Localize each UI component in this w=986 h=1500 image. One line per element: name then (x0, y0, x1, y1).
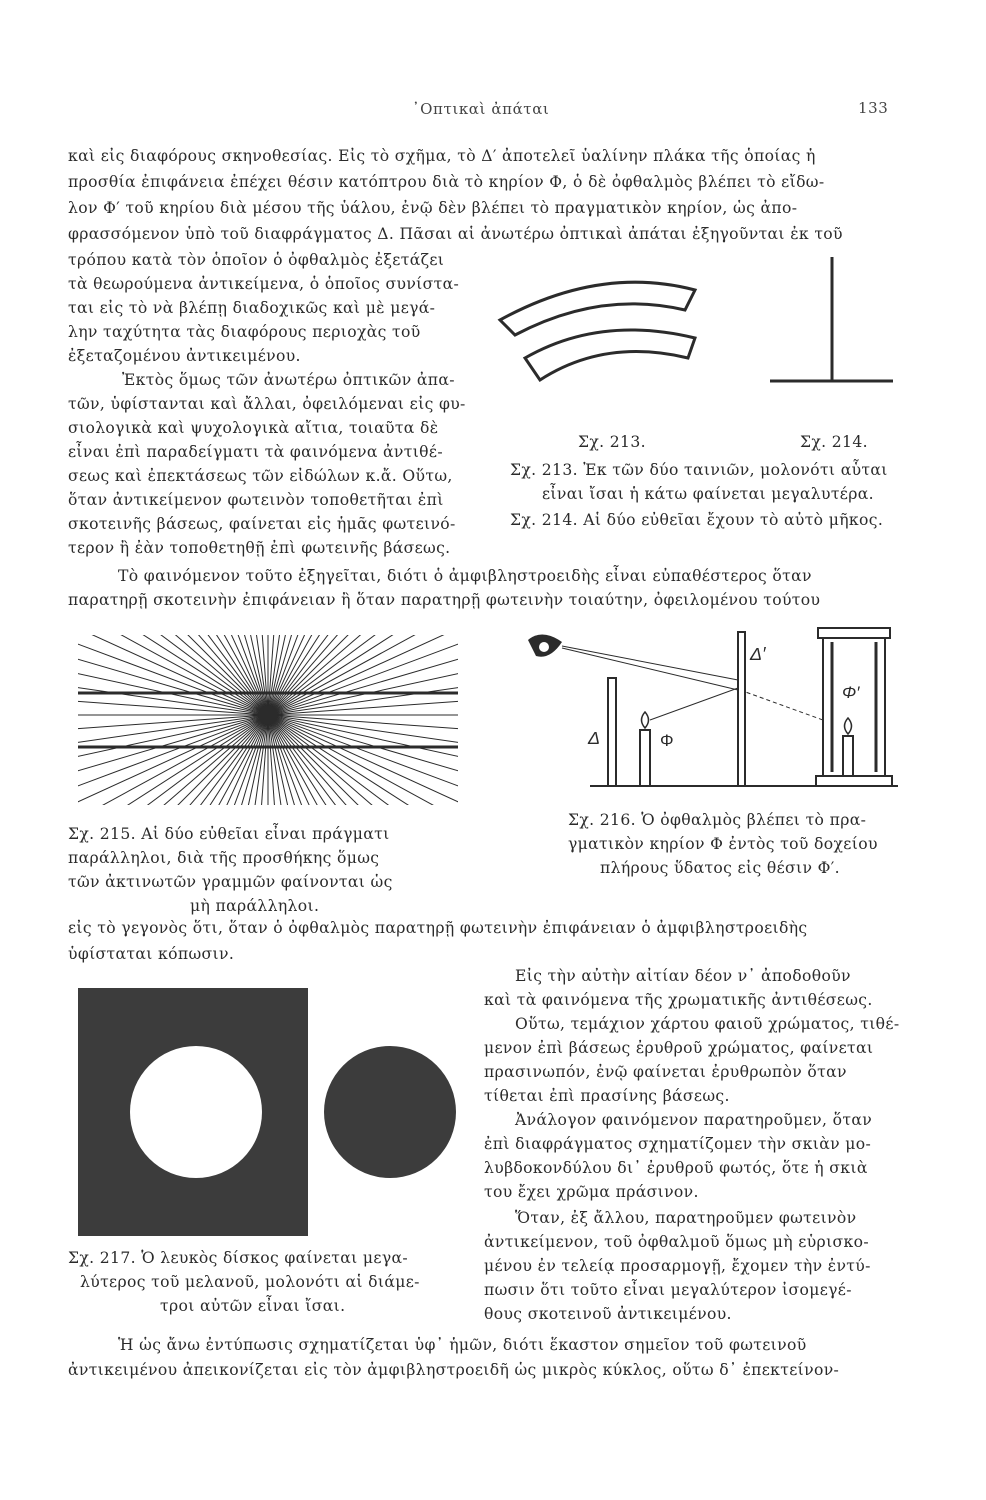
text-line: Τὸ φαινόμενον τοῦτο ἐξηγεῖται, διότι ὁ ἀμφιβληστροειδὴς εἶναι εὐπαθέστερος ὅταν (118, 567, 812, 585)
text-line: ται εἰς τὸ νὰ βλέπῃ διαδοχικῶς καὶ μὲ μεγά- (68, 299, 436, 317)
text-line: τῶν, ὑφίστανται καὶ ἄλλαι, ὀφειλόμεναι εἰς φυ- (68, 395, 466, 413)
text-line: σιολογικὰ καὶ ψυχολογικὰ αἴτια, τοιαῦτα δὲ (68, 419, 439, 437)
eye-icon (528, 634, 562, 656)
text-line: εἰς τὸ γεγονὸς ὅτι, ὅταν ὁ ὀφθαλμὸς παρατηρῇ φωτεινὴν ἐπιφάνειαν ὁ ἀμφιβληστροειδὴς (68, 919, 808, 937)
lower-band (525, 330, 695, 380)
figure-216-caption: Σχ. 216. Ὁ ὀφθαλμὸς βλέπει τὸ πρα- (568, 811, 867, 829)
text-line: σκοτεινῆς βάσεως, φαίνεται εἰς ἡμᾶς φωτεινό- (68, 515, 456, 533)
text-line: Ἡ ὡς ἄνω ἐντύπωσις σχηματίζεται ὑφ᾽ ἡμῶν, διότι ἕκαστον σημεῖον τοῦ φωτεινοῦ (118, 1336, 807, 1354)
text-line: Ἀνάλογον φαινόμενον παρατηροῦμεν, ὅταν (515, 1111, 873, 1129)
figure-216-candle-illusion (520, 620, 900, 795)
running-head: ᾽Οπτικαὶ ἀπάται (412, 100, 550, 118)
label-phi: Φ (660, 731, 674, 750)
figure-213-bands (490, 270, 710, 400)
white-disc (130, 1046, 262, 1178)
figure-217-caption: τροι αὐτῶν εἶναι ἴσαι. (160, 1297, 346, 1315)
figure-215-caption: Σχ. 215. Αἱ δύο εὐθεῖαι εἶναι πράγματι (68, 825, 390, 843)
figure-214-lines (765, 255, 905, 395)
figure-214-caption: Σχ. 214. Αἱ δύο εὐθεῖαι ἔχουν τὸ αὐτὸ μῆκος. (510, 511, 884, 529)
text-line: του ἔχει χρῶμα πράσινον. (484, 1183, 699, 1201)
text-line: Ἐκτὸς ὅμως τῶν ἀνωτέρω ὀπτικῶν ἀπα- (122, 371, 455, 389)
figure-216-caption: γματικὸν κηρίον Φ ἐντὸς τοῦ δοχείου (568, 835, 878, 853)
text-line: σεως καὶ ἐπεκτάσεως τῶν εἰδώλων κ.ἄ. Οὕτω, (68, 467, 453, 485)
water-jar (816, 628, 892, 786)
figure-214-label: Σχ. 214. (800, 433, 868, 451)
figure-213-caption: εἶναι ἴσαι ἡ κάτω φαίνεται μεγαλυτέρα. (542, 485, 874, 503)
label-d-prime: Δ′ (750, 644, 766, 664)
text-line: παρατηρῇ σκοτεινὴν ἐπιφάνειαν ἢ ὅταν παρατηρῇ φωτεινὴν τοιαύτην, ὀφειλομένου τούτου (68, 591, 821, 609)
sight-line (562, 646, 738, 680)
page-number: 133 (858, 99, 889, 117)
upper-band (500, 282, 695, 335)
text-line: πωσιν ὅτι τοῦτο εἶναι μεγαλύτερον ἰσομεγέ- (484, 1281, 852, 1299)
figure-213-caption: Σχ. 213. Ἐκ τῶν δύο ταινιῶν, μολονότι αὗται (510, 461, 888, 479)
figure-217-discs (78, 988, 468, 1238)
text-line: ἀντικείμενον, τοῦ ὀφθαλμοῦ ὅμως μὴ εὑρισκο- (484, 1233, 869, 1251)
text-line: μενον ἐπὶ βάσεως ἐρυθροῦ χρώματος, φαίνεται (484, 1039, 874, 1057)
text-line: Οὕτω, τεμάχιον χάρτου φαιοῦ χρώματος, τιθέ- (515, 1015, 900, 1033)
text-line: εἶναι ἐπὶ παραδείγματι τὰ φαινόμενα ἀντιθέ- (68, 443, 443, 461)
reflected-line (650, 688, 738, 720)
text-line: τίθεται ἐπὶ πρασίνης βάσεως. (484, 1087, 730, 1105)
label-phi-prime: Φ′ (842, 683, 860, 702)
text-line: καὶ εἰς διαφόρους σκηνοθεσίας. Εἰς τὸ σχῆμα, τὸ Δ′ ἀποτελεῖ ὑαλίνην πλάκα τῆς ὁποίας ἡ (68, 147, 816, 165)
text-line: λην ταχύτητα τὰς διαφόρους περιοχὰς τοῦ (68, 323, 421, 341)
text-line: ἐπὶ διαφράγματος σχηματίζομεν τὴν σκιὰν μο- (484, 1135, 872, 1153)
figure-215-caption: μὴ παράλληλοι. (190, 897, 320, 915)
center-spot (258, 705, 278, 725)
text-line: Ὅταν, ἐξ ἄλλου, παρατηροῦμεν φωτεινὸν (515, 1209, 857, 1227)
label-d: Δ (588, 728, 601, 748)
figure-215-caption: τῶν ἀκτινωτῶν γραμμῶν φαίνονται ὡς (68, 873, 393, 891)
black-disc (324, 1046, 456, 1178)
figure-215-hering-illusion (78, 635, 458, 805)
figure-217-caption: Σχ. 217. Ὁ λευκὸς δίσκος φαίνεται μεγα- (68, 1249, 408, 1267)
text-line: λον Φ′ τοῦ κηρίου διὰ μέσου τῆς ὑάλου, ἐνῷ δὲν βλέπει τὸ πραγματικὸν κηρίον, ὡς ἀπο- (68, 199, 798, 217)
text-line: Εἰς τὴν αὐτὴν αἰτίαν δέον ν᾽ ἀποδοθοῦν (515, 967, 851, 985)
text-line: προσθία ἐπιφάνεια ἐπέχει θέσιν κατόπτρου διὰ τὸ κηρίον Φ, ὁ δὲ ὀφθαλμὸς βλέπει τὸ εἴδω- (68, 173, 825, 191)
sight-line (562, 648, 738, 690)
figure-216-caption: πλήρους ὕδατος εἰς θέσιν Φ′. (600, 859, 840, 877)
candle-phi (640, 730, 650, 786)
text-line: φρασσόμενον ὑπὸ τοῦ διαφράγματος Δ. Πᾶσαι αἱ ἀνωτέρω ὀπτικαὶ ἀπάται ἐξηγοῦνται ἐκ τοῦ (68, 225, 843, 243)
text-line: τὰ θεωρούμενα ἀντικείμενα, ὁ ὁποῖος συνίστα- (68, 275, 460, 293)
figure-217-caption: λύτερος τοῦ μελανοῦ, μολονότι αἱ διάμε- (80, 1273, 420, 1291)
text-line: ὑφίσταται κόπωσιν. (68, 945, 235, 963)
glass-plate-d-prime (738, 632, 745, 786)
text-line: τρόπου κατὰ τὸν ὁποῖον ὁ ὀφθαλμὸς ἐξετάζει (68, 251, 445, 269)
figure-215-caption: παράλληλοι, διὰ τῆς προσθήκης ὅμως (68, 849, 380, 867)
text-line: ἐξεταζομένου ἀντικειμένου. (68, 347, 301, 365)
text-line: τερον ἢ ἐὰν τοποθετηθῇ ἐπὶ φωτεινῆς βάσεως. (68, 539, 451, 557)
text-line: καὶ τὰ φαινόμενα τῆς χρωματικῆς ἀντιθέσεως. (484, 991, 873, 1009)
screen-d (608, 678, 616, 786)
figure-213-label: Σχ. 213. (578, 433, 646, 451)
text-line: πρασινωπόν, ἐνῷ φαίνεται ἐρυθρωπὸν ὅταν (484, 1063, 847, 1081)
text-line: λυβδοκονδύλου δι᾽ ἐρυθροῦ φωτός, ὅτε ἡ σκιὰ (484, 1159, 868, 1177)
flame (642, 712, 649, 728)
text-line: μένου ἐν τελείᾳ προσαρμογῇ, ἔχομεν τὴν ἐντύ- (484, 1257, 871, 1275)
text-line: θους σκοτεινοῦ ἀντικειμένου. (484, 1305, 732, 1323)
text-line: ὅταν ἀντικείμενον φωτεινὸν τοποθετῆται ἐπὶ (68, 491, 444, 509)
text-line: ἀντικειμένου ἀπεικονίζεται εἰς τὸν ἀμφιβληστροειδῆ ὡς μικρὸς κύκλος, οὕτω δ᾽ ἐπεκτείνον- (68, 1361, 840, 1379)
